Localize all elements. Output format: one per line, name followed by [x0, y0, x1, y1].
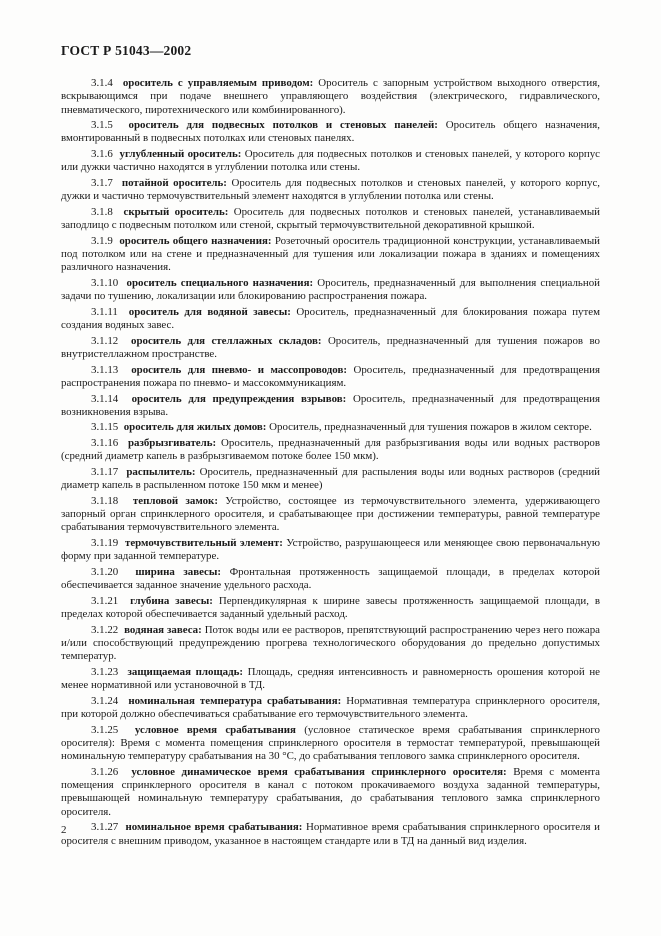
- definition-3-1-4: [61, 77, 600, 117]
- clause-number: 3.1.11: [91, 305, 118, 318]
- definition-text: Ороситель, предназначенный для тушения пожаров в жилом секторе.: [269, 421, 592, 434]
- definition-text: Устройство, разрушающееся или меняющее свою первоначальную форму при заданной температуре.: [61, 536, 600, 563]
- definition-text: Поток воды или ее растворов, препятствующий распространению через него пожара и/или способствующий предупреждению прогрева технологического оборудования до предельно допустимых температур.: [61, 623, 600, 663]
- definition-3-1-18: [61, 495, 600, 535]
- definition-3-1-14: [61, 393, 600, 420]
- clause-number: 3.1.21: [91, 594, 119, 607]
- definition-text: Ороситель, предназначенный для тушения пожаров во внутристеллажном пространстве.: [61, 334, 600, 361]
- definition-3-1-5: [61, 119, 600, 146]
- definition-3-1-10: [61, 277, 600, 304]
- definition-text: Ороситель с запорным устройством выходного отверстия, вскрывающимся при подаче внешнего управляющего воздействия (электрического, гидравлического, пневматического, пиротехнического или комбинированного).: [61, 77, 600, 116]
- clause-number: 3.1.15: [91, 421, 119, 434]
- clause-number: 3.1.14: [91, 392, 119, 405]
- clause-number: 3.1.18: [91, 494, 119, 507]
- clause-number: 3.1.17: [91, 465, 119, 478]
- definition-3-1-13: [61, 364, 600, 391]
- clause-number: 3.1.12: [91, 334, 119, 347]
- clause-number: 3.1.25: [91, 723, 119, 736]
- term: скрытый ороситель:: [123, 205, 229, 218]
- clause-number: 3.1.27: [91, 821, 119, 834]
- definition-text: Розеточный ороситель традиционной конструкции, устанавливаемый под потолком или на стене и предназначенный для тушения или локализации пожара в зданиях и помещениях различного назначения.: [61, 234, 600, 274]
- term: термочувствительный элемент:: [124, 536, 283, 549]
- standard-header: ГОСТ Р 51043—2002: [61, 43, 192, 58]
- definition-text: Перпендикулярная к ширине завесы протяженность защищаемой площади, в пределах которой обеспечивается заданный удельный расход.: [61, 594, 600, 621]
- term: ороситель для предупреждения взрывов:: [131, 392, 347, 405]
- clause-number: 3.1.9: [91, 234, 113, 247]
- definition-text: Ороситель для подвесных потолков и стеновых панелей, у которого корпус или дужки частично находятся в углублении потолка или стены.: [61, 148, 601, 174]
- term: углубленный ороситель:: [119, 148, 242, 161]
- definition-3-1-16: [61, 437, 600, 464]
- definition-3-1-6: [61, 148, 600, 175]
- clause-number: 3.1.16: [91, 436, 119, 449]
- term: водяная завеса:: [124, 623, 202, 636]
- term: ороситель для жилых домов:: [123, 421, 267, 434]
- definition-3-1-25: [61, 724, 600, 764]
- term: ороситель для стеллажных складов:: [131, 334, 322, 347]
- term: ороситель для водяной завесы:: [128, 305, 291, 318]
- definition-3-1-27: [61, 821, 600, 848]
- term: ороситель для пневмо- и массопроводов:: [131, 363, 347, 376]
- definition-text: Время с момента помещения спринклерного оросителя в канал с потоком прокачиваемого воздуха заданной температуры, превышающей номинальную температуру срабатывания, до срабатывания теплового замка спринклерного оросителя.: [61, 765, 601, 818]
- term: условное динамическое время срабатывания спринклерного оросителя:: [131, 765, 507, 778]
- definition-text: Нормативная температура спринклерного оросителя, при которой должно обеспечиваться срабатывание его термочувствительного элемента.: [61, 694, 600, 720]
- definition-3-1-21: [61, 595, 600, 622]
- definition-3-1-17: [61, 466, 600, 493]
- definition-3-1-15: [61, 421, 600, 434]
- page-number: 2: [61, 824, 67, 836]
- definition-3-1-12: [61, 335, 600, 362]
- clause-number: 3.1.22: [91, 623, 119, 636]
- definition-text: Устройство, состоящее из термочувствительного элемента, удерживающего запорный орган спринклерного оросителя, и срабатывающее при достижении температуры, равной температуре срабатывания термочувствительного элемента.: [61, 494, 600, 534]
- definition-3-1-23: [61, 666, 600, 693]
- definition-text: Фронтальная протяженность защищаемой площади, в пределах которой обеспечивается заданное значение удельного расхода.: [61, 565, 600, 592]
- term: защищаемая площадь:: [127, 665, 243, 678]
- definition-text: Ороситель, предназначенный для выполнения специальной задачи по тушению, локализации или блокированию распространения пожара.: [61, 276, 600, 303]
- term: распылитель:: [126, 465, 196, 478]
- clause-number: 3.1.13: [91, 363, 119, 376]
- definition-text: Площадь, средняя интенсивность и равномерность орошения которой не менее нормативной или установочной в ТД.: [61, 665, 600, 692]
- clause-number: 3.1.6: [91, 148, 113, 161]
- definition-text: Ороситель, предназначенный для блокирования пожара путем создания водяных завес.: [61, 305, 600, 332]
- term: потайной ороситель:: [121, 176, 227, 189]
- definition-3-1-7: [61, 177, 600, 204]
- definition-text: (условное статическое время срабатывания спринклерного оросителя): Время с момента помещения спринклерного оросителя в термостат температурой, превышающей номинальную температуру срабатывания на 30 °С, до срабатывания теплового замка спринклерного оросителя.: [61, 723, 600, 763]
- term: ороситель общего назначения:: [119, 234, 272, 247]
- term: ширина завесы:: [135, 565, 222, 578]
- term: разбрызгиватель:: [127, 436, 217, 449]
- definition-3-1-19: [61, 537, 600, 564]
- definition-text: Ороситель для подвесных потолков и стеновых панелей, устанавливаемый заподлицо с подвесным потолком или стеной, скрытый термочувствительной декоративной крышкой.: [61, 205, 600, 232]
- definition-3-1-24: [61, 695, 600, 722]
- definition-text: Ороситель общего назначения, вмонтированный в подвесных потолках или стеновых панелях.: [61, 119, 600, 145]
- clause-number: 3.1.19: [91, 536, 119, 549]
- definition-3-1-20: [61, 566, 600, 593]
- definition-text: Ороситель, предназначенный для предотвращения возникновения взрыва.: [61, 392, 601, 418]
- term: тепловой замок:: [132, 494, 218, 507]
- term: условное время срабатывания: [134, 723, 296, 736]
- definition-text: Ороситель, предназначенный для разбрызгивания воды или водных растворов (средний диаметр капель в разбрызгиваемом потоке более 150 мкм).: [61, 436, 601, 463]
- clause-number: 3.1.7: [91, 176, 113, 189]
- clause-number: 3.1.20: [91, 565, 119, 578]
- definition-3-1-22: [61, 624, 600, 664]
- clause-number: 3.1.26: [91, 765, 119, 778]
- term: глубина завесы:: [130, 594, 213, 607]
- term: номинальная температура срабатывания:: [128, 694, 342, 707]
- definition-3-1-9: [61, 235, 600, 275]
- term: ороситель для подвесных потолков и стеновых панелей:: [128, 119, 438, 132]
- clause-number: 3.1.23: [91, 665, 119, 678]
- definition-3-1-26: [61, 766, 600, 819]
- definition-3-1-8: [61, 206, 600, 233]
- definition-text: Ороситель для подвесных потолков и стеновых панелей, у которого корпус, дужки и частично термочувствительный элемент находятся в углублении потолка или стены.: [61, 176, 601, 203]
- term: номинальное время срабатывания:: [125, 821, 303, 834]
- definitions-list: [61, 77, 600, 850]
- clause-number: 3.1.5: [91, 119, 113, 132]
- clause-number: 3.1.24: [91, 694, 119, 707]
- definition-text: Ороситель, предназначенный для предотвращения распространения пожара по пневмо- и массокоммуникациям.: [61, 363, 600, 389]
- term: ороситель специального назначения:: [126, 276, 314, 289]
- definition-text: Ороситель, предназначенный для распыления воды или водных растворов (средний диаметр капель в распыленном потоке 150 мкм и менее): [61, 465, 600, 492]
- clause-number: 3.1.4: [91, 77, 113, 89]
- definition-text: Нормативное время срабатывания спринклерного оросителя и оросителя с внешним приводом, указанное в настоящем стандарте или в ТД на данный вид изделия.: [61, 821, 600, 847]
- definition-3-1-11: [61, 306, 600, 333]
- clause-number: 3.1.10: [91, 276, 119, 289]
- term: ороситель с управляемым приводом:: [122, 77, 314, 89]
- clause-number: 3.1.8: [91, 205, 113, 218]
